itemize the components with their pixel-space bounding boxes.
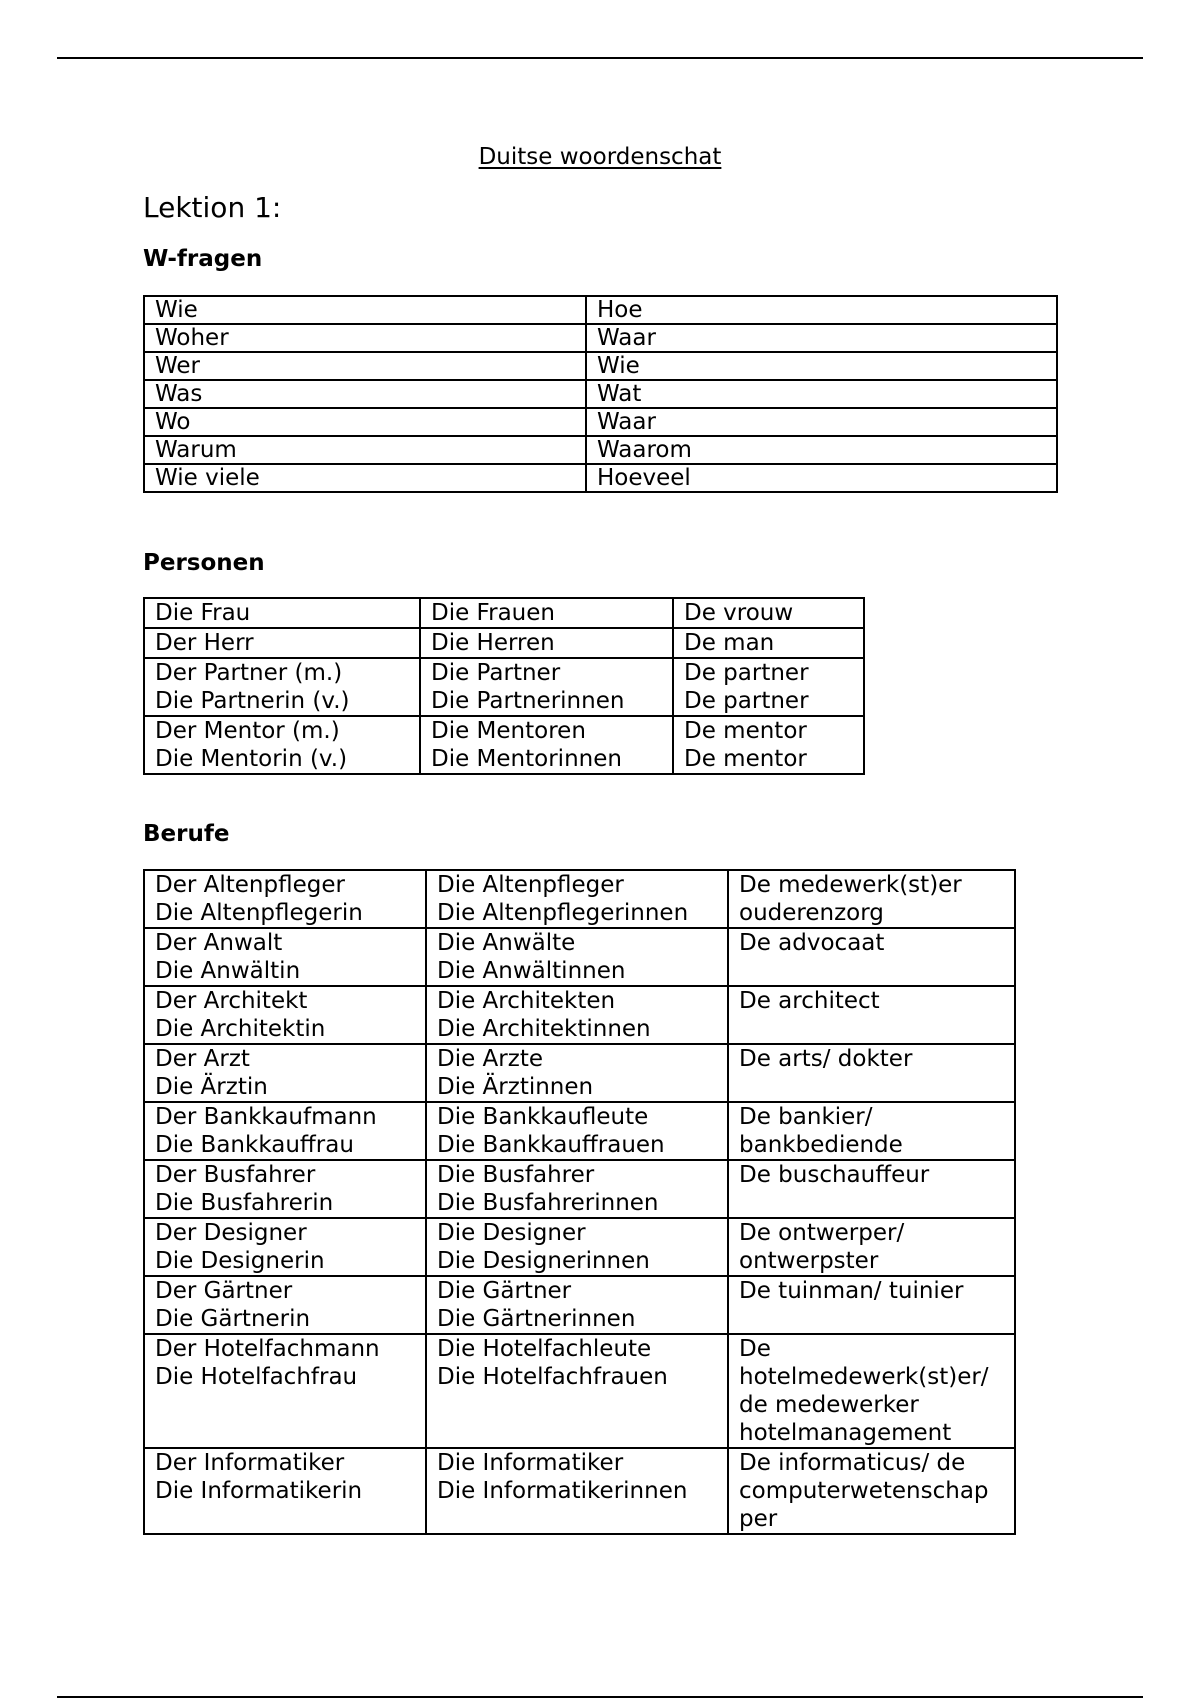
cell-line: Der Designer <box>155 1220 307 1246</box>
singular-cell <box>144 658 420 716</box>
berufe-table <box>143 869 1016 1535</box>
cell-line: Die Architektinnen <box>437 1016 651 1042</box>
cell-line: Die Bankkauffrau <box>155 1132 354 1158</box>
german-word: Was <box>144 380 586 408</box>
translation-cell <box>728 1160 1015 1218</box>
plural-cell <box>426 1218 728 1276</box>
document-title <box>0 142 1200 172</box>
cell-line: De mentor <box>684 746 807 772</box>
translation-cell <box>728 870 1015 928</box>
cell-line: Die Altenpflegerin <box>155 900 363 926</box>
table-row <box>144 1044 1015 1102</box>
singular-cell <box>144 628 420 658</box>
lesson-heading: Lektion 1: <box>143 191 282 224</box>
table-row <box>144 870 1015 928</box>
translation-cell <box>728 986 1015 1044</box>
cell-line: Die Busfahrerinnen <box>437 1190 659 1216</box>
cell-line: De mentor <box>684 718 807 744</box>
table-row <box>144 380 1057 408</box>
table-row <box>144 1218 1015 1276</box>
cell-line: De buschauffeur <box>739 1162 930 1188</box>
singular-cell <box>144 1102 426 1160</box>
wfragen-table <box>143 295 1058 493</box>
plural-cell <box>420 598 673 628</box>
plural-cell <box>426 928 728 986</box>
cell-line: Die Mentorin (v.) <box>155 746 348 772</box>
plural-cell <box>426 1102 728 1160</box>
cell-line: Die Anwältinnen <box>437 958 626 984</box>
cell-line: Die Partnerinnen <box>431 688 625 714</box>
table-row <box>144 986 1015 1044</box>
cell-line: Der Informatiker <box>155 1450 345 1476</box>
cell-line: hotelmanagement <box>739 1420 952 1446</box>
section-heading-wfragen: W-fragen <box>143 246 263 272</box>
singular-cell <box>144 598 420 628</box>
cell-line: De ontwerper/ <box>739 1220 905 1246</box>
singular-cell <box>144 1218 426 1276</box>
german-word: Wer <box>144 352 586 380</box>
cell-line: Der Altenpfleger <box>155 872 345 898</box>
table-row <box>144 1448 1015 1534</box>
cell-line: Die Mentoren <box>431 718 586 744</box>
cell-line: Die Altenpfleger <box>437 872 624 898</box>
cell-line: Die Gärtnerinnen <box>437 1306 636 1332</box>
table-row <box>144 352 1057 380</box>
singular-cell <box>144 986 426 1044</box>
plural-cell <box>426 870 728 928</box>
cell-line: Die Busfahrer <box>437 1162 595 1188</box>
table-row <box>144 296 1057 324</box>
translation-cell <box>728 1218 1015 1276</box>
table-row <box>144 598 864 628</box>
cell-line: Die Hotelfachfrauen <box>437 1364 668 1390</box>
german-word: Warum <box>144 436 586 464</box>
plural-cell <box>426 1160 728 1218</box>
cell-line: Die Anwälte <box>437 930 576 956</box>
german-word: Woher <box>144 324 586 352</box>
plural-cell <box>426 1448 728 1534</box>
cell-line: Der Herr <box>155 630 254 656</box>
cell-line: Die Hotelfachfrau <box>155 1364 358 1390</box>
singular-cell <box>144 928 426 986</box>
table-row <box>144 928 1015 986</box>
table-row <box>144 408 1057 436</box>
cell-line: Die Herren <box>431 630 555 656</box>
dutch-word: Waar <box>586 408 1057 436</box>
plural-cell <box>426 986 728 1044</box>
plural-cell <box>420 658 673 716</box>
plural-cell <box>426 1044 728 1102</box>
cell-line: Die Architektin <box>155 1016 326 1042</box>
cell-line: De partner <box>684 688 809 714</box>
dutch-word: Wie <box>586 352 1057 380</box>
cell-line: Die Bankkaufleute <box>437 1104 649 1130</box>
singular-cell <box>144 1276 426 1334</box>
cell-line: Die Altenpflegerinnen <box>437 900 689 926</box>
cell-line: Der Arzt <box>155 1046 250 1072</box>
cell-line: Der Partner (m.) <box>155 660 343 686</box>
german-word: Wo <box>144 408 586 436</box>
cell-line: Die Ärztin <box>155 1074 268 1100</box>
cell-line: Die Designer <box>437 1220 586 1246</box>
singular-cell <box>144 716 420 774</box>
plural-cell <box>420 716 673 774</box>
cell-line: De advocaat <box>739 930 885 956</box>
cell-line: Die Partner <box>431 660 561 686</box>
singular-cell <box>144 1334 426 1448</box>
cell-line: De <box>739 1336 771 1362</box>
cell-line: Der Bankkaufmann <box>155 1104 377 1130</box>
cell-line: bankbediende <box>739 1132 903 1158</box>
footer-rule <box>57 1696 1143 1698</box>
plural-cell <box>426 1334 728 1448</box>
cell-line: De bankier/ <box>739 1104 873 1130</box>
table-row <box>144 324 1057 352</box>
table-row <box>144 464 1057 492</box>
cell-line: De architect <box>739 988 880 1014</box>
cell-line: Die Arzte <box>437 1046 543 1072</box>
cell-line: De informaticus/ de <box>739 1450 966 1476</box>
dutch-word: Hoe <box>586 296 1057 324</box>
cell-line: Die Informatiker <box>437 1450 624 1476</box>
table-row <box>144 658 864 716</box>
personen-table <box>143 597 865 775</box>
dutch-word: Hoeveel <box>586 464 1057 492</box>
cell-line: Der Anwalt <box>155 930 283 956</box>
table-row <box>144 1334 1015 1448</box>
cell-line: Die Partnerin (v.) <box>155 688 350 714</box>
cell-line: computerwetenschap <box>739 1478 989 1504</box>
translation-cell <box>673 598 864 628</box>
cell-line: per <box>739 1506 778 1532</box>
cell-line: Die Bankkauffrauen <box>437 1132 665 1158</box>
cell-line: Der Gärtner <box>155 1278 293 1304</box>
header-rule <box>57 57 1143 59</box>
table-row <box>144 716 864 774</box>
cell-line: Der Hotelfachmann <box>155 1336 380 1362</box>
cell-line: Die Designerin <box>155 1248 325 1274</box>
cell-line: Die Informatikerinnen <box>437 1478 688 1504</box>
cell-line: Die Mentorinnen <box>431 746 622 772</box>
translation-cell <box>728 928 1015 986</box>
cell-line: Die Architekten <box>437 988 616 1014</box>
cell-line: Die Designerinnen <box>437 1248 650 1274</box>
german-word: Wie <box>144 296 586 324</box>
cell-line: Die Busfahrerin <box>155 1190 334 1216</box>
translation-cell <box>673 628 864 658</box>
cell-line: ontwerpster <box>739 1248 879 1274</box>
cell-line: hotelmedewerk(st)er/ <box>739 1364 989 1390</box>
dutch-word: Waarom <box>586 436 1057 464</box>
table-row <box>144 1160 1015 1218</box>
translation-cell <box>673 658 864 716</box>
cell-line: Die Informatikerin <box>155 1478 363 1504</box>
cell-line: Die Ärztinnen <box>437 1074 594 1100</box>
cell-line: Die Gärtnerin <box>155 1306 311 1332</box>
table-row <box>144 1102 1015 1160</box>
cell-line: ouderenzorg <box>739 900 884 926</box>
translation-cell <box>728 1044 1015 1102</box>
table-row <box>144 1276 1015 1334</box>
cell-line: De vrouw <box>684 600 794 626</box>
cell-line: De tuinman/ tuinier <box>739 1278 964 1304</box>
cell-line: Der Busfahrer <box>155 1162 316 1188</box>
cell-line: Die Frauen <box>431 600 555 626</box>
cell-line: Der Architekt <box>155 988 308 1014</box>
document-title-text: Duitse woordenschat <box>478 144 722 170</box>
singular-cell <box>144 1044 426 1102</box>
cell-line: Die Hotelfachleute <box>437 1336 652 1362</box>
section-heading-berufe: Berufe <box>143 821 230 847</box>
cell-line: De arts/ dokter <box>739 1046 913 1072</box>
cell-line: Die Anwältin <box>155 958 301 984</box>
singular-cell <box>144 1160 426 1218</box>
dutch-word: Wat <box>586 380 1057 408</box>
singular-cell <box>144 1448 426 1534</box>
cell-line: De partner <box>684 660 809 686</box>
cell-line: De medewerk(st)er <box>739 872 962 898</box>
translation-cell <box>728 1102 1015 1160</box>
section-heading-personen: Personen <box>143 550 265 576</box>
cell-line: Der Mentor (m.) <box>155 718 340 744</box>
table-row <box>144 628 864 658</box>
singular-cell <box>144 870 426 928</box>
plural-cell <box>420 628 673 658</box>
translation-cell <box>673 716 864 774</box>
translation-cell <box>728 1276 1015 1334</box>
german-word: Wie viele <box>144 464 586 492</box>
cell-line: de medewerker <box>739 1392 919 1418</box>
translation-cell <box>728 1448 1015 1534</box>
dutch-word: Waar <box>586 324 1057 352</box>
cell-line: Die Frau <box>155 600 251 626</box>
cell-line: Die Gärtner <box>437 1278 572 1304</box>
table-row <box>144 436 1057 464</box>
plural-cell <box>426 1276 728 1334</box>
translation-cell <box>728 1334 1015 1448</box>
cell-line: De man <box>684 630 775 656</box>
